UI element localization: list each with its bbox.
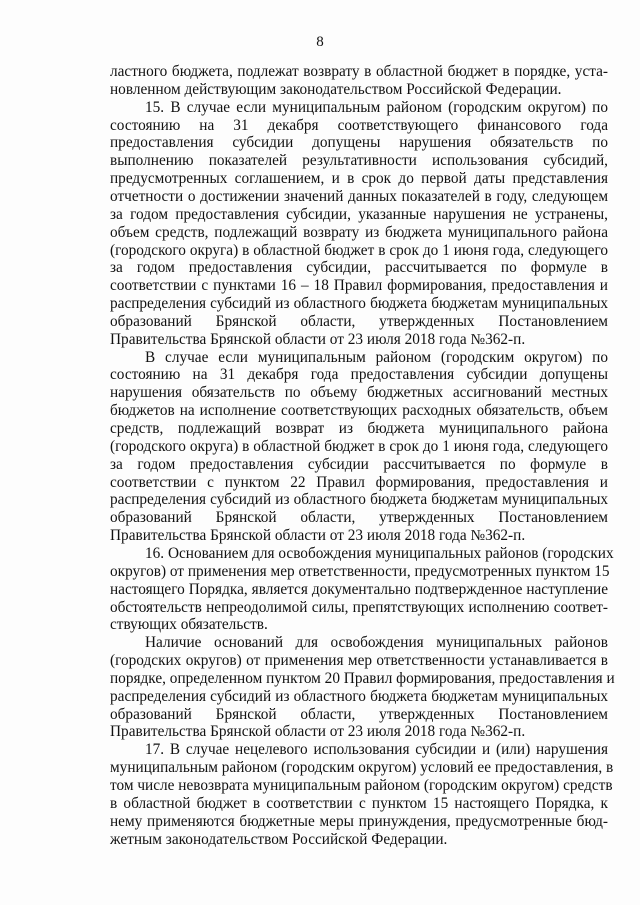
text-line: за годом предоставления субсидии рассчитывается по формуле в — [110, 455, 608, 473]
text-line: распределения субсидий из областного бюджета бюджетам муниципальных — [110, 687, 608, 705]
text-line: жетным законодательством Российской Федерации. — [110, 830, 448, 848]
text-line: отчетности о достижении значений данных показателей в году, следующем — [110, 187, 608, 205]
text-line: объем средств, подлежащий возврату из бюджета муниципального района — [110, 223, 608, 241]
text-line: бюджетов на исполнение соответствующих расходных обязательств, объем — [110, 402, 608, 420]
text-line: нарушения обязательств по объему бюджетных ассигнований местных — [110, 384, 608, 402]
text-line: муниципальным районом (городским округом) условий ее предоставления, в — [110, 759, 614, 777]
text-line: распределения субсидий из областного бюджета бюджетам муниципальных — [110, 295, 608, 313]
text-line: округов) от применения мер ответственности, предусмотренных пунктом 15 — [110, 562, 610, 580]
text-line: Наличие оснований для освобождения муниципальных районов — [145, 634, 608, 652]
text-line: предоставления субсидии допущены нарушения обязательств по — [110, 134, 608, 152]
text-line: средств, подлежащий возврат из бюджета муниципального района — [110, 420, 608, 437]
text-line: Правительства Брянской области от 23 июля 2018 года №362-п. — [110, 527, 526, 545]
text-line: предусмотренных соглашением, и в срок до первой даты представления — [110, 170, 608, 188]
text-line: 16. Основанием для освобождения муниципальных районов (городских — [145, 544, 614, 562]
text-line: ствующих обязательств. — [110, 616, 268, 634]
text-line: 17. В случае нецелевого использования субсидии и (или) нарушения — [145, 741, 608, 759]
text-line: состоянию на 31 декабря соответствующего финансового года — [110, 116, 608, 134]
text-line: образований Брянской области, утвержденных Постановлением — [110, 509, 608, 527]
page-number: 8 — [316, 34, 324, 50]
text-line: за годом предоставления субсидии, рассчитывается по формуле в — [110, 259, 608, 277]
text-line: нему применяются бюджетные меры принуждения, предусмотренные бюд- — [110, 812, 608, 830]
text-line: (городских округов) от применения мер ответственности устанавливается в — [110, 652, 608, 670]
text-line: обстоятельств непреодолимой силы, препятствующих исполнению соответ- — [110, 598, 608, 616]
text-line: за годом предоставления субсидии, указанные нарушения не устранены, — [110, 205, 608, 223]
text-line: соответствии с пунктами 16 – 18 Правил формирования, предоставления и — [110, 277, 608, 295]
text-line: образований Брянской области, утвержденных Постановлением — [110, 312, 608, 330]
text-line: образований Брянской области, утвержденных Постановлением — [110, 705, 608, 723]
text-line: состоянию на 31 декабря года предоставления субсидии допущены — [110, 366, 608, 384]
text-line: новленном действующим законодательством Российской Федерации. — [110, 80, 562, 98]
text-line: ластного бюджета, подлежат возврату в областной бюджет в порядке, уста- — [110, 63, 608, 80]
text-line: Правительства Брянской области от 23 июля 2018 года №362-п. — [110, 330, 526, 348]
text-line: В случае если муниципальным районом (городским округом) по — [145, 348, 608, 366]
text-line: настоящего Порядка, является документально подтвержденное наступление — [110, 580, 608, 598]
text-line: (городского округа) в областной бюджет в срок до 1 июня года, следующего — [110, 241, 608, 259]
text-line: том числе невозврата муниципальным районом (городским округом) средств — [110, 777, 613, 794]
text-line: (городского округа) в областной бюджет в срок до 1 июня года, следующего — [110, 437, 608, 455]
text-line: 15. В случае если муниципальным районом (городским округом) по — [145, 98, 608, 116]
text-line: выполнению показателей результативности использования субсидий, — [110, 152, 608, 170]
text-line: распределения субсидий из областного бюджета бюджетам муниципальных — [110, 491, 608, 509]
text-line: соответствии с пунктом 22 Правил формирования, предоставления и — [110, 473, 608, 491]
text-line: Правительства Брянской области от 23 июля 2018 года №362-п. — [110, 723, 526, 741]
text-line: порядке, определенном пунктом 20 Правил формирования, предоставления и — [110, 669, 615, 687]
text-line: в областной бюджет в соответствии с пунктом 15 настоящего Порядка, к — [110, 794, 608, 812]
